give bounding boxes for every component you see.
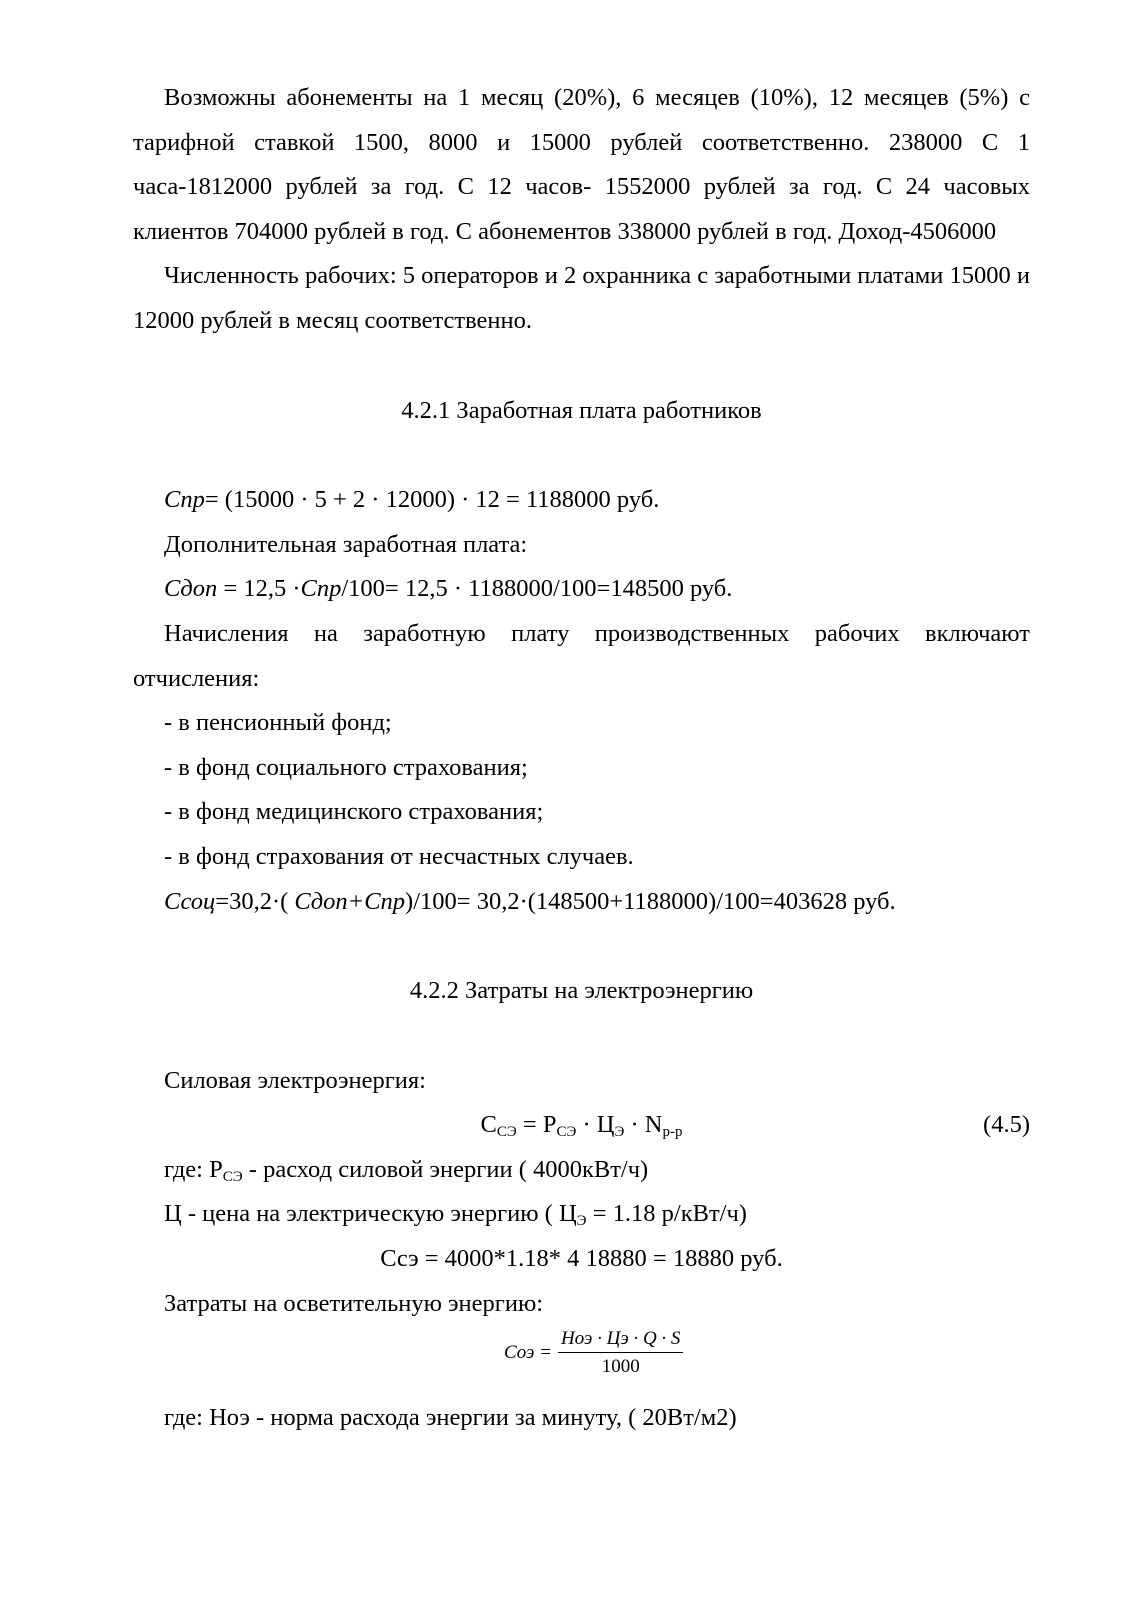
- formula-ssoc: [133, 880, 1030, 925]
- list-item: - в фонд страхования от несчастных случаев.: [164, 842, 634, 870]
- formula-4-5: [133, 1103, 1030, 1148]
- section-heading-electricity: 4.2.2 Затраты на электроэнергию: [409, 977, 754, 1005]
- where-noe: где: Ноэ - норма расхода энергии за минуту, ( 20Вт/м2): [164, 1404, 737, 1432]
- paragraph-deductions: Начисления на заработную плату производственных рабочих включают отчисления:: [133, 619, 1030, 692]
- formula-cse-calc: Ссэ = 4000*1.18* 4 18880 = 18880 руб.: [380, 1245, 783, 1273]
- document-page: [133, 76, 1030, 1441]
- where-price: Ц - цена на электрическую энергию ( $Ц_Э = 1.18$ р/кВт/ч): [164, 1200, 747, 1230]
- paragraph-subscriptions: Возможны абонементы на 1 месяц (20%), 6 месяцев (10%), 12 месяцев (5%) с тарифной ставкой 1500, 8000 и 15000 рублей соответственно. 238000 С 1 часа-1812000 рублей за год. С 12 часов- 1552000 рублей за год. С 24 часовых клиентов 704000 рублей в год. С абонементов 338000 рублей в год. Доход-4506000: [133, 84, 1030, 245]
- where-pse: где: $Р_{СЭ}$ - расход силовой энергии ( 4000кВт/ч): [164, 1155, 649, 1185]
- formula-cse: $С_{СЭ} = Р_{СЭ} \cdot Ц_Э \cdot N_{р-р}$: [480, 1111, 683, 1141]
- formula-spr: [133, 478, 1030, 523]
- sdop-expression: /100= 12,5 · 1188000/100=148500 руб.: [341, 575, 733, 603]
- ssoc-mid: =30,2·(: [215, 887, 295, 915]
- lighting-energy-label: Затраты на осветительную энергию:: [164, 1289, 544, 1317]
- coe-denominator: 1000: [601, 1356, 640, 1378]
- paragraph-staff: Численность рабочих: 5 операторов и 2 охранника с заработными платами 15000 и 12000 рублей в месяц соответственно.: [133, 262, 1030, 334]
- list-item: - в пенсионный фонд;: [164, 709, 392, 737]
- section-heading-salary: 4.2.1 Заработная плата работников: [401, 396, 762, 424]
- formula-sdop: [133, 567, 1030, 612]
- additional-salary-label: Дополнительная заработная плата:: [164, 530, 528, 558]
- sdop-var2: Спр: [300, 575, 342, 603]
- list-item: - в фонд медицинского страхования;: [164, 798, 544, 826]
- ssoc-var2: Сдоп+Спр: [294, 887, 406, 915]
- coe-numerator: Ноэ · Цэ · Q · S: [558, 1328, 683, 1353]
- formula-number: (4.5): [983, 1111, 1030, 1139]
- sdop-mid: = 12,5 ·: [217, 575, 301, 603]
- power-energy-label: Силовая электроэнергия:: [164, 1066, 426, 1094]
- ssoc-expression: )/100= 30,2·(148500+1188000)/100=403628 руб.: [405, 887, 896, 915]
- ssoc-var: Ссоц: [164, 887, 216, 915]
- list-item: - в фонд социального страхования;: [164, 753, 528, 781]
- spr-expression: = (15000 · 5 + 2 · 12000) · 12 = 1188000 руб.: [204, 486, 660, 514]
- formula-coe: [133, 1326, 1030, 1396]
- sdop-var: Сдоп: [164, 575, 218, 603]
- spr-var: Спр: [164, 486, 205, 514]
- coe-lhs: Соэ =: [504, 1342, 553, 1364]
